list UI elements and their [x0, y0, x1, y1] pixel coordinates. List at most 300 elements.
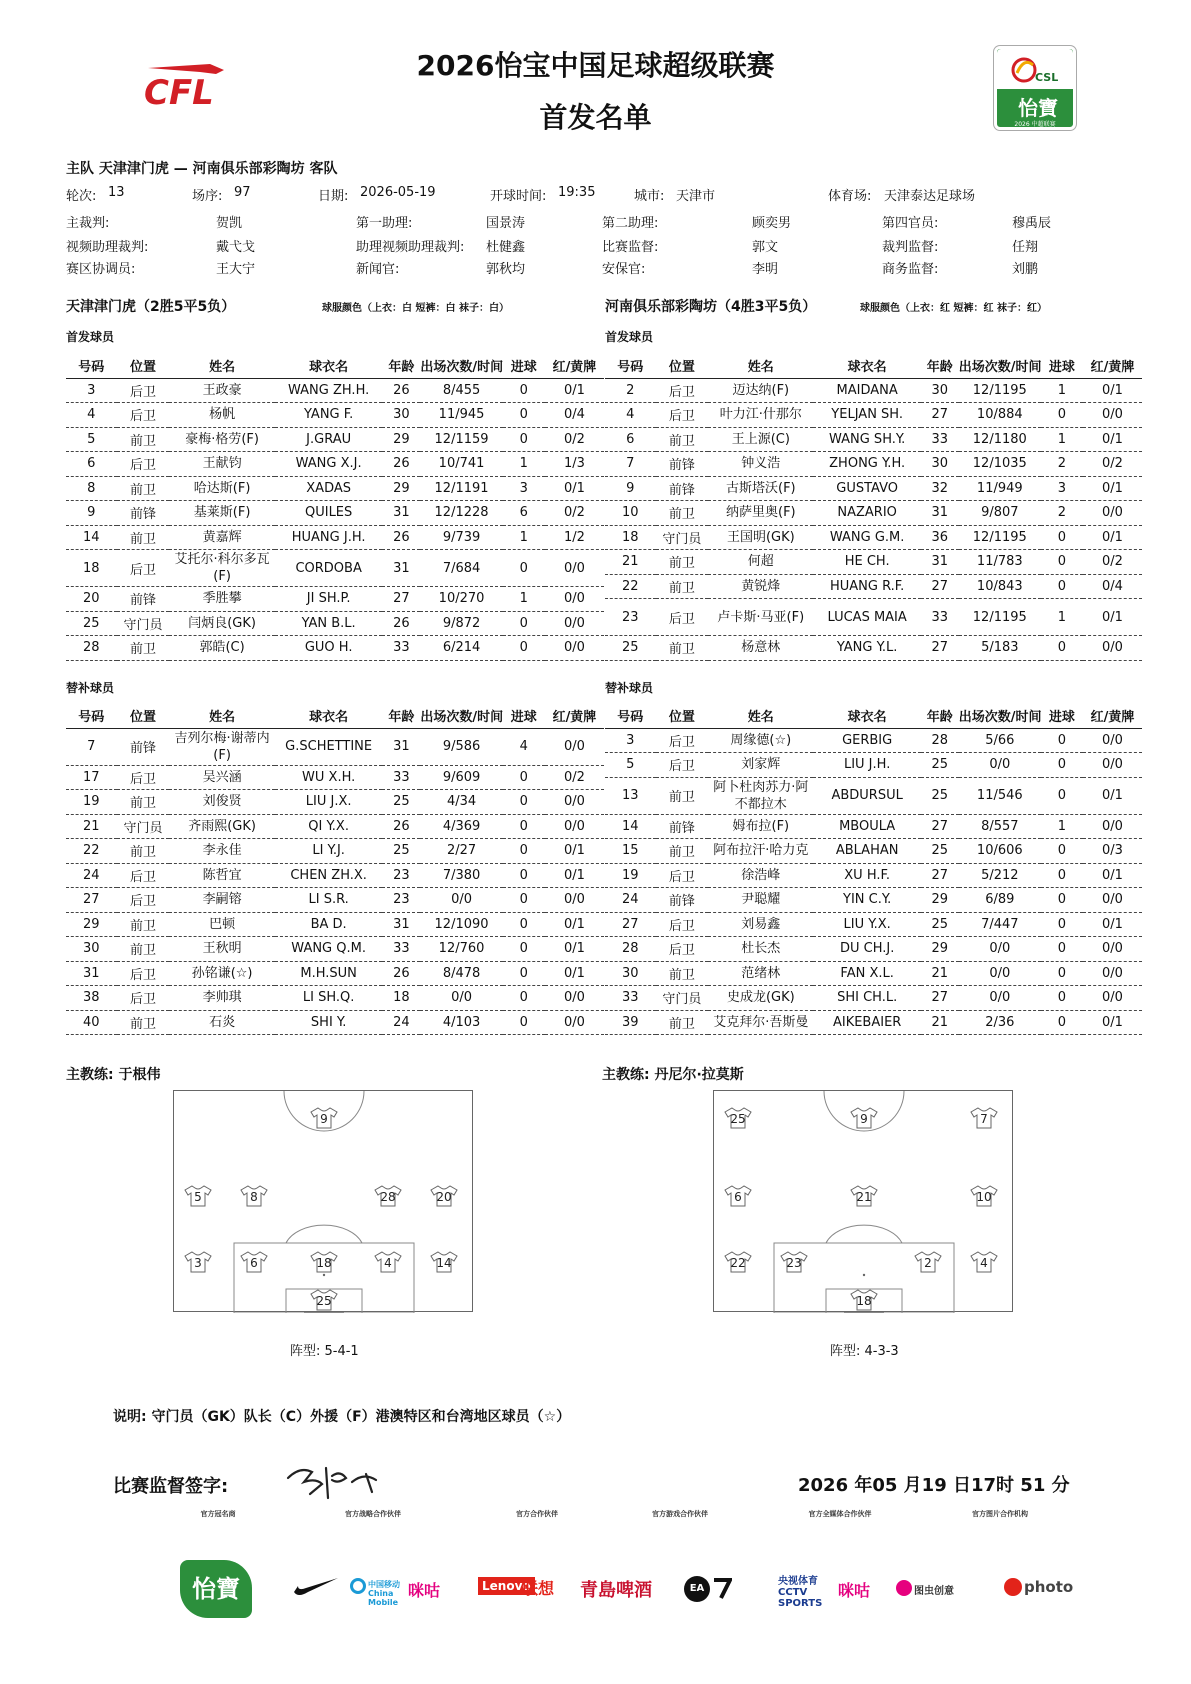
cell-number: 20	[66, 587, 117, 612]
official-role-label: 商务监督:	[882, 262, 939, 277]
column-header: 出场次数/时间	[959, 354, 1041, 378]
player-shirt-icon	[184, 1251, 212, 1273]
match-no-value: 97	[234, 185, 251, 200]
cell-position: 前卫	[117, 790, 170, 815]
cell-shirt-name: HUANG J.H.	[275, 525, 383, 550]
column-header: 姓名	[708, 354, 813, 378]
cell-age: 31	[382, 912, 420, 937]
shirt-number: 7	[980, 1112, 988, 1126]
cell-cards: 0/0	[1083, 728, 1142, 753]
table-row	[66, 986, 604, 1011]
shirt-number: 18	[316, 1256, 332, 1270]
cell-number: 14	[605, 814, 656, 839]
official-role-label: 第一助理:	[356, 216, 413, 231]
cell-appearances: 12/1195	[959, 378, 1041, 403]
column-header: 号码	[605, 354, 656, 378]
cell-age: 27	[921, 986, 959, 1011]
cell-appearances: 4/369	[420, 814, 502, 839]
cell-goals: 1	[503, 587, 545, 612]
cell-number: 21	[66, 814, 117, 839]
cell-age: 27	[921, 636, 959, 661]
cell-shirt-name: LI S.R.	[275, 888, 383, 913]
cell-goals: 4	[503, 728, 545, 765]
shirt-number: 6	[734, 1190, 742, 1204]
cell-number: 40	[66, 1010, 117, 1035]
cell-number: 10	[605, 501, 656, 526]
table-row	[66, 814, 604, 839]
cell-cards: 0/2	[545, 765, 604, 790]
cell-shirt-name: JI SH.P.	[275, 587, 383, 612]
shirt-number: 14	[436, 1256, 452, 1270]
column-header: 球衣名	[275, 354, 383, 378]
date-value: 2026-05-19	[360, 185, 436, 200]
official-role-label: 比赛监督:	[602, 240, 659, 255]
table-row	[605, 525, 1142, 550]
shirt-number: 8	[250, 1190, 258, 1204]
cell-goals: 1	[503, 452, 545, 477]
stadium-label: 体育场:	[828, 189, 872, 204]
cell-position: 后卫	[117, 765, 170, 790]
cell-cards: 0/4	[545, 403, 604, 428]
column-header: 年龄	[921, 354, 959, 378]
official-name: 戴弋戈	[216, 240, 256, 255]
shirt-number: 3	[194, 1256, 202, 1270]
cell-cards: 0/0	[1083, 937, 1142, 962]
cell-shirt-name: WANG Q.M.	[275, 937, 383, 962]
cell-position: 前卫	[656, 550, 709, 575]
cell-position: 后卫	[656, 937, 709, 962]
cell-cards: 0/1	[545, 961, 604, 986]
column-header: 位置	[656, 704, 709, 728]
cell-shirt-name: ZHONG Y.H.	[813, 452, 920, 477]
player-shirt-icon	[374, 1185, 402, 1207]
away-starters-label: 首发球员	[605, 330, 654, 344]
cell-age: 27	[382, 587, 420, 612]
column-header: 年龄	[382, 704, 420, 728]
shirt-number: 22	[730, 1256, 746, 1270]
cell-shirt-name: HUANG R.F.	[813, 574, 920, 599]
column-header: 进球	[503, 704, 545, 728]
cell-number: 3	[605, 728, 656, 753]
cell-number: 3	[66, 378, 117, 403]
cell-cards: 0/1	[1083, 863, 1142, 888]
table-header-row	[605, 354, 1142, 378]
home-subs-table	[66, 704, 604, 1035]
cell-age: 31	[921, 550, 959, 575]
player-shirt-icon	[970, 1107, 998, 1129]
cell-appearances: 12/1159	[420, 427, 502, 452]
cell-appearances: 5/212	[959, 863, 1041, 888]
shirt-number: 20	[436, 1190, 452, 1204]
cell-name: 齐雨熙(GK)	[169, 814, 274, 839]
fc-seven-icon	[712, 1578, 732, 1600]
cell-position: 前卫	[117, 937, 170, 962]
cell-goals: 1	[1041, 599, 1083, 636]
cell-name: 艾克拜尔·吾斯曼	[708, 1010, 813, 1035]
cell-goals: 0	[1041, 525, 1083, 550]
table-row	[66, 888, 604, 913]
cell-goals: 6	[503, 501, 545, 526]
cell-age: 25	[921, 777, 959, 814]
away-kit-colors: 球服颜色（上衣：红 短裤：红 袜子：红）	[860, 303, 1047, 314]
cell-cards: 0/1	[545, 839, 604, 864]
official-name: 刘鹏	[1012, 262, 1039, 277]
shirt-number: 21	[856, 1190, 872, 1204]
cell-goals: 0	[503, 427, 545, 452]
cell-name: 叶力江·什那尔	[708, 403, 813, 428]
cell-name: 郭皓(C)	[169, 636, 274, 661]
cell-appearances: 11/546	[959, 777, 1041, 814]
cell-shirt-name: LI SH.Q.	[275, 986, 383, 1011]
cell-number: 27	[605, 912, 656, 937]
cell-position: 前卫	[656, 501, 709, 526]
cell-age: 25	[921, 839, 959, 864]
cell-goals: 1	[503, 525, 545, 550]
cell-number: 22	[66, 839, 117, 864]
cell-shirt-name: QUILES	[275, 501, 383, 526]
cell-name: 吴兴涵	[169, 765, 274, 790]
round-value: 13	[108, 185, 125, 200]
official-role-label: 新闻官:	[356, 262, 400, 277]
cell-cards: 0/1	[1083, 777, 1142, 814]
table-row	[66, 452, 604, 477]
column-header: 红/黄牌	[545, 354, 604, 378]
lenovo-logo: Lenovo	[478, 1577, 535, 1595]
official-name: 贺凯	[216, 216, 243, 231]
cell-appearances: 9/872	[420, 611, 502, 636]
column-header: 出场次数/时间	[959, 704, 1041, 728]
cell-shirt-name: LIU Y.X.	[813, 912, 920, 937]
cell-position: 前锋	[656, 452, 709, 477]
cell-position: 后卫	[117, 550, 170, 587]
cell-number: 6	[605, 427, 656, 452]
cell-age: 36	[921, 525, 959, 550]
cell-shirt-name: SHI Y.	[275, 1010, 383, 1035]
cell-appearances: 10/843	[959, 574, 1041, 599]
cell-number: 8	[66, 476, 117, 501]
cell-name: 基莱斯(F)	[169, 501, 274, 526]
cell-number: 5	[605, 753, 656, 778]
shirt-number: 23	[786, 1256, 802, 1270]
cell-goals: 0	[1041, 937, 1083, 962]
home-subs-label: 替补球员	[66, 681, 115, 695]
official-role-label: 助理视频助理裁判:	[356, 240, 465, 255]
table-row	[66, 912, 604, 937]
cell-number: 38	[66, 986, 117, 1011]
cell-name: 史成龙(GK)	[708, 986, 813, 1011]
cell-name: 李永佳	[169, 839, 274, 864]
cell-position: 后卫	[656, 728, 709, 753]
table-row	[66, 790, 604, 815]
cell-age: 23	[382, 863, 420, 888]
cell-shirt-name: XU H.F.	[813, 863, 920, 888]
table-row	[605, 728, 1142, 753]
cell-age: 25	[382, 790, 420, 815]
signature-date: 2026 年05 月19 日17时 51 分	[798, 1475, 1070, 1496]
cell-number: 25	[66, 611, 117, 636]
cell-shirt-name: HE CH.	[813, 550, 920, 575]
cell-name: 尹聪耀	[708, 888, 813, 913]
official-name: 任翔	[1012, 240, 1039, 255]
cell-name: 杜长杰	[708, 937, 813, 962]
away-subs-table	[605, 704, 1142, 1035]
column-header: 进球	[1041, 354, 1083, 378]
cell-goals: 0	[503, 863, 545, 888]
cell-number: 33	[605, 986, 656, 1011]
cell-goals: 0	[1041, 574, 1083, 599]
cell-position: 守门员	[117, 611, 170, 636]
player-shirt-icon	[914, 1251, 942, 1273]
cell-name: 陈哲宜	[169, 863, 274, 888]
cell-position: 后卫	[656, 912, 709, 937]
cell-position: 后卫	[117, 961, 170, 986]
cell-appearances: 4/103	[420, 1010, 502, 1035]
cell-goals: 0	[1041, 1010, 1083, 1035]
cell-appearances: 9/739	[420, 525, 502, 550]
cell-number: 4	[66, 403, 117, 428]
table-row	[66, 476, 604, 501]
shirt-number: 4	[980, 1256, 988, 1270]
cell-cards: 0/0	[545, 986, 604, 1011]
cell-cards: 1/2	[545, 525, 604, 550]
table-row	[605, 986, 1142, 1011]
cell-shirt-name: GUSTAVO	[813, 476, 920, 501]
cell-shirt-name: WANG X.J.	[275, 452, 383, 477]
cell-cards: 0/0	[545, 611, 604, 636]
official-role-label: 裁判监督:	[882, 240, 939, 255]
cell-age: 29	[382, 427, 420, 452]
cell-position: 前卫	[656, 961, 709, 986]
cell-cards: 0/0	[1083, 753, 1142, 778]
cell-age: 29	[382, 476, 420, 501]
official-name: 王大宁	[216, 262, 256, 277]
cell-age: 27	[921, 814, 959, 839]
cell-goals: 0	[503, 912, 545, 937]
cell-age: 25	[382, 839, 420, 864]
league-title: 2026怡宝中国足球超级联赛	[416, 49, 775, 82]
cell-shirt-name: SHI CH.L.	[813, 986, 920, 1011]
cell-position: 后卫	[656, 863, 709, 888]
table-header-row	[605, 704, 1142, 728]
table-row	[605, 476, 1142, 501]
photo-icon	[1004, 1578, 1022, 1596]
cell-position: 前卫	[656, 1010, 709, 1035]
cell-age: 25	[921, 753, 959, 778]
table-row	[66, 611, 604, 636]
cell-goals: 0	[1041, 728, 1083, 753]
cell-appearances: 12/1228	[420, 501, 502, 526]
cell-cards: 0/0	[545, 587, 604, 612]
cell-shirt-name: MBOULA	[813, 814, 920, 839]
cell-age: 31	[921, 501, 959, 526]
cell-goals: 1	[1041, 427, 1083, 452]
cell-number: 18	[66, 550, 117, 587]
column-header: 球衣名	[813, 704, 920, 728]
cell-goals: 0	[1041, 863, 1083, 888]
cell-appearances: 5/66	[959, 728, 1041, 753]
table-row	[66, 1010, 604, 1035]
cell-cards: 0/0	[1083, 403, 1142, 428]
column-header: 球衣名	[813, 354, 920, 378]
cell-appearances: 9/609	[420, 765, 502, 790]
sponsor-caption-partner: 官方合作伙伴	[516, 1510, 558, 1518]
cell-position: 前卫	[117, 525, 170, 550]
official-name: 郭秋均	[486, 262, 526, 277]
cell-goals: 0	[1041, 839, 1083, 864]
cfl-logo	[140, 62, 230, 112]
cell-shirt-name: ABLAHAN	[813, 839, 920, 864]
cell-appearances: 12/1090	[420, 912, 502, 937]
cell-name: 徐浩峰	[708, 863, 813, 888]
csl-text: CSL	[1035, 71, 1059, 84]
cell-shirt-name: YIN C.Y.	[813, 888, 920, 913]
cell-appearances: 12/1035	[959, 452, 1041, 477]
cell-shirt-name: LUCAS MAIA	[813, 599, 920, 636]
column-header: 出场次数/时间	[420, 354, 502, 378]
cell-shirt-name: WU X.H.	[275, 765, 383, 790]
column-header: 红/黄牌	[1083, 704, 1142, 728]
cell-number: 23	[605, 599, 656, 636]
cell-position: 前锋	[656, 814, 709, 839]
cell-position: 后卫	[117, 863, 170, 888]
cell-goals: 0	[503, 378, 545, 403]
cell-shirt-name: QI Y.X.	[275, 814, 383, 839]
cell-age: 23	[382, 888, 420, 913]
cell-name: 钟义浩	[708, 452, 813, 477]
table-row	[605, 912, 1142, 937]
cell-name: 巴顿	[169, 912, 274, 937]
cell-age: 26	[382, 611, 420, 636]
shirt-number: 6	[250, 1256, 258, 1270]
cell-name: 王政豪	[169, 378, 274, 403]
cell-position: 前卫	[117, 476, 170, 501]
cell-cards: 0/0	[1083, 986, 1142, 1011]
cell-appearances: 12/760	[420, 937, 502, 962]
cell-age: 30	[921, 452, 959, 477]
table-row	[605, 777, 1142, 814]
cell-shirt-name: XADAS	[275, 476, 383, 501]
cell-shirt-name: ABDURSUL	[813, 777, 920, 814]
cell-appearances: 10/741	[420, 452, 502, 477]
cell-name: 纳萨里奥(F)	[708, 501, 813, 526]
sponsor-caption-media: 官方全媒体合作伙伴	[808, 1510, 872, 1518]
cell-number: 7	[66, 728, 117, 765]
table-row	[605, 753, 1142, 778]
column-header: 号码	[605, 704, 656, 728]
cell-number: 17	[66, 765, 117, 790]
tuchong-icon	[896, 1580, 912, 1596]
cell-number: 24	[605, 888, 656, 913]
cell-shirt-name: BA D.	[275, 912, 383, 937]
sponsor-caption-strategic: 官方战略合作伙伴	[345, 1510, 401, 1518]
cell-name: 艾托尔·科尔多瓦(F)	[169, 550, 274, 587]
cell-name: 石炎	[169, 1010, 274, 1035]
sponsor-caption-title: 官方冠名商	[200, 1510, 236, 1518]
table-row	[66, 501, 604, 526]
player-shirt-icon	[310, 1289, 338, 1311]
cell-appearances: 9/807	[959, 501, 1041, 526]
cell-name: 王献钧	[169, 452, 274, 477]
cell-cards: 0/0	[545, 1010, 604, 1035]
column-header: 姓名	[169, 704, 274, 728]
sponsor-caption-photo: 官方图片合作机构	[972, 1510, 1028, 1518]
cell-cards: 0/1	[545, 863, 604, 888]
official-role-label: 主裁判:	[66, 216, 110, 231]
cell-appearances: 10/270	[420, 587, 502, 612]
shirt-number: 2	[924, 1256, 932, 1270]
table-row	[605, 636, 1142, 661]
column-header: 红/黄牌	[545, 704, 604, 728]
column-header: 位置	[656, 354, 709, 378]
away-coach: 主教练: 丹尼尔·拉莫斯	[602, 1067, 744, 1083]
cell-age: 33	[382, 765, 420, 790]
player-shirt-icon	[310, 1107, 338, 1129]
cell-position: 前卫	[117, 427, 170, 452]
cell-number: 19	[66, 790, 117, 815]
cell-position: 前锋	[656, 476, 709, 501]
cell-cards: 0/1	[545, 937, 604, 962]
cell-position: 守门员	[117, 814, 170, 839]
away-starters-table	[605, 354, 1142, 661]
document-title: 首发名单	[539, 101, 652, 134]
cell-appearances: 2/27	[420, 839, 502, 864]
cell-position: 前卫	[656, 427, 709, 452]
cell-number: 14	[66, 525, 117, 550]
cell-shirt-name: FAN X.L.	[813, 961, 920, 986]
cell-shirt-name: LIU J.H.	[813, 753, 920, 778]
cell-goals: 0	[503, 790, 545, 815]
player-shirt-icon	[970, 1251, 998, 1273]
cell-age: 18	[382, 986, 420, 1011]
cell-number: 9	[66, 501, 117, 526]
player-shirt-icon	[724, 1107, 752, 1129]
cell-position: 前锋	[117, 501, 170, 526]
yibao-logo: 怡寶	[180, 1560, 252, 1618]
cell-number: 13	[605, 777, 656, 814]
fc-game-icon: EA	[684, 1576, 710, 1602]
cell-position: 前锋	[117, 728, 170, 765]
match-no-label: 场序:	[192, 189, 223, 204]
cell-age: 33	[382, 937, 420, 962]
cell-cards: 0/4	[1083, 574, 1142, 599]
cell-goals: 2	[1041, 501, 1083, 526]
cell-position: 后卫	[656, 403, 709, 428]
cell-age: 28	[921, 728, 959, 753]
cell-position: 守门员	[656, 525, 709, 550]
cell-cards: 0/3	[1083, 839, 1142, 864]
shirt-number: 4	[384, 1256, 392, 1270]
cell-cards: 0/2	[1083, 452, 1142, 477]
cell-cards: 0/2	[545, 427, 604, 452]
tsingtao-logo: 青島啤酒	[580, 1580, 652, 1601]
cell-shirt-name: CORDOBA	[275, 550, 383, 587]
cell-appearances: 0/0	[959, 937, 1041, 962]
cell-name: 阿卜杜肉苏力·阿不都拉木	[708, 777, 813, 814]
cell-shirt-name: LIU J.X.	[275, 790, 383, 815]
cell-number: 15	[605, 839, 656, 864]
cell-name: 李嗣镕	[169, 888, 274, 913]
table-row	[605, 599, 1142, 636]
match-teams-line: 主队 天津津门虎 — 河南俱乐部彩陶坊 客队	[66, 161, 338, 177]
cell-position: 后卫	[656, 599, 709, 636]
player-shirt-icon	[724, 1185, 752, 1207]
player-shirt-icon	[850, 1289, 878, 1311]
cell-number: 30	[66, 937, 117, 962]
away-team-name: 河南俱乐部彩陶坊（4胜3平5负）	[605, 299, 817, 315]
table-row	[605, 403, 1142, 428]
cell-position: 后卫	[656, 378, 709, 403]
cell-goals: 0	[503, 636, 545, 661]
